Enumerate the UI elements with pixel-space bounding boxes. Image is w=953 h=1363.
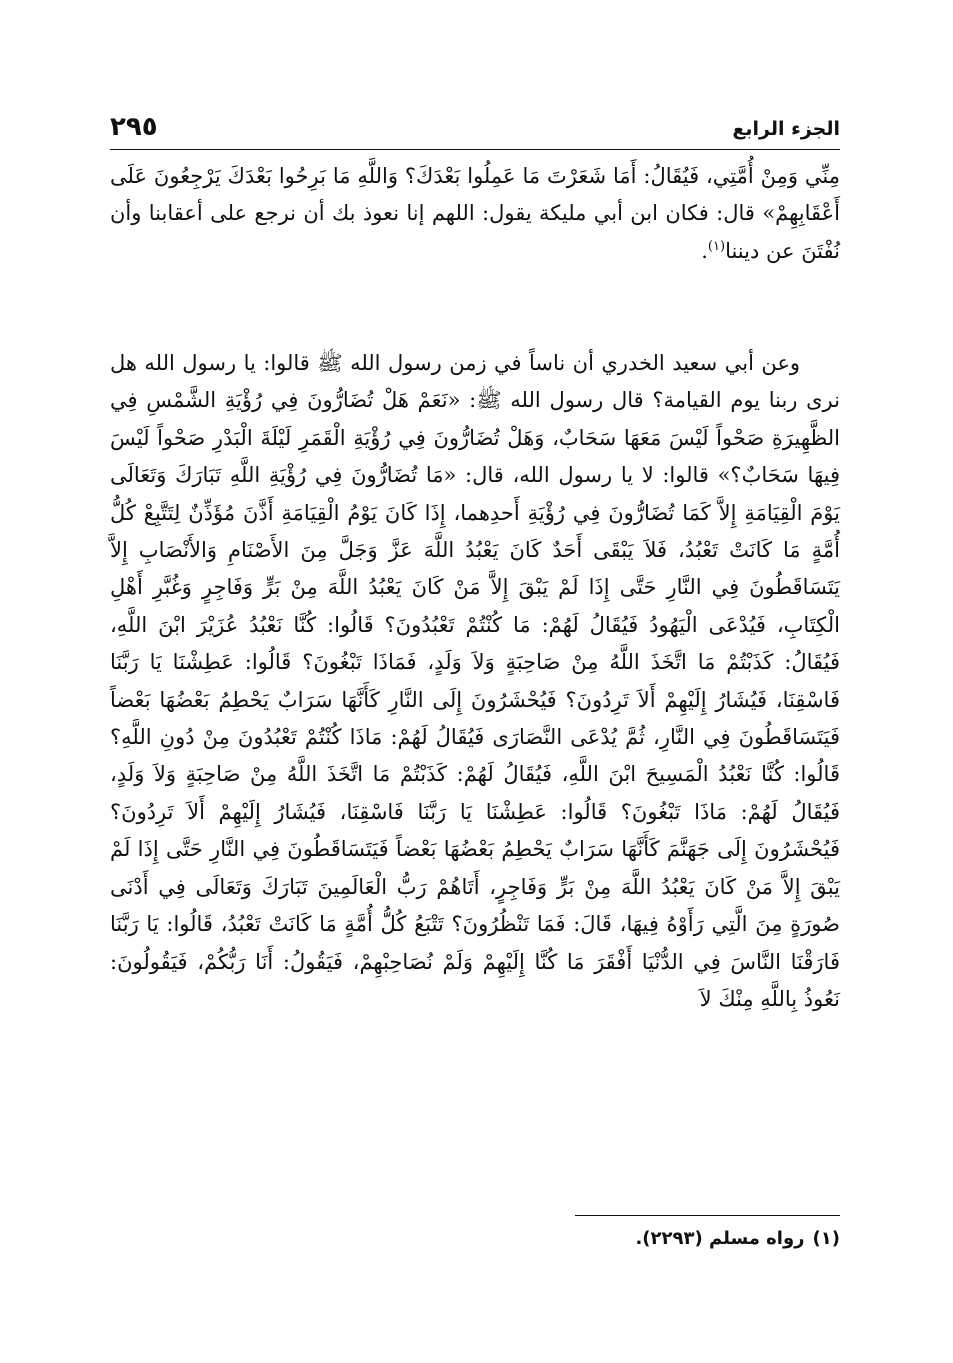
page-header bbox=[110, 112, 840, 148]
paragraph-continuation bbox=[110, 158, 840, 270]
paragraph-text: وعن أبي سعيد الخدري أن ناساً في زمن رسول الله ﷺ قالوا: يا رسول الله هل نرى ربنا يوم القيامة؟ قال رسول الله ﷺ: «نَعَمْ هَلْ تُضَارُّونَ فِي رُؤْيَةِ الشَّمْسِ فِي الظَّهِيرَةِ صَحْواً لَيْسَ مَعَهَا سَحَابٌ، وَهَلْ تُضَارُّونَ فِي رُؤْيَةِ الْقَمَرِ لَيْلَةَ الْبَدْرِ صَحْواً لَيْسَ فِيهَا سَحَابٌ؟» قالوا: لا يا رسول الله، قال: «مَا تُضَارُّونَ فِي رُؤْيَةِ اللَّهِ تَبَارَكَ وَتَعَالَى يَوْمَ الْقِيَامَةِ إِلاَّ كَمَا تُضَارُّونَ فِي رُؤْيَةِ أَحدِهما، إِذَا كَانَ يَوْمُ الْقِيَامَةِ أَذَّنَ مُؤَذِّنٌ لِتَتَّبِعْ كُلُّ أُمَّةٍ مَا كَانَتْ تَعْبُدُ، فَلاَ يَبْقَى أَحَدٌ كَانَ يَعْبُدُ اللَّهَ عَزَّ وَجَلَّ مِنَ الأَصْنَامِ وَالأَنْصَابِ إِلاَّ يَتَسَاقَطُونَ فِي النَّارِ حَتَّى إِذَا لَمْ يَبْقَ إِلاَّ مَنْ كَانَ يَعْبُدُ اللَّهَ مِنْ بَرٍّ وَفَاجِرٍ وَغُبَّرِ أَهْلِ الْكِتَابِ، فَيُدْعَى الْيَهُودُ فَيُقَالُ لَهُمْ: مَا كُنْتُمْ تَعْبُدُونَ؟ قَالُوا: كُنَّا نَعْبُدُ عُزَيْرَ ابْنَ اللَّهِ، فَيُقَالُ: كَذَبْتُمْ مَا اتَّخَذَ اللَّهُ مِنْ صَاحِبَةٍ وَلاَ وَلَدٍ، فَمَاذَا تَبْغُونَ؟ قَالُوا: عَطِشْنَا يَا رَبَّنَا فَاسْقِنَا، فَيُشَارُ إِلَيْهِمْ أَلاَ تَرِدُونَ؟ فَيُحْشَرُونَ إِلَى النَّارِ كَأَنَّهَا سَرَابٌ يَحْطِمُ بَعْضُهَا بَعْضاً فَيَتَسَاقَطُونَ فِي النَّارِ، ثُمَّ يُدْعَى النَّصَارَى فَيُقَالُ لَهُمْ: مَاذَا كُنْتُمْ تَعْبُدُونَ مِنْ دُونِ اللَّهِ؟ قَالُوا: كُنَّا نَعْبُدُ الْمَسِيحَ ابْنَ اللَّهِ، فَيُقَالُ لَهُمْ: كَذَبْتُمْ مَا اتَّخَذَ اللَّهُ مِنْ صَاحِبَةٍ وَلاَ وَلَدٍ، فَيُقَالُ لَهُمْ: مَاذَا تَبْغُونَ؟ قَالُوا: عَطِشْنَا يَا رَبَّنَا فَاسْقِنَا، فَيُشَارُ إِلَيْهِمْ أَلاَ تَرِدُونَ؟ فَيُحْشَرُونَ إِلَى جَهَنَّمَ كَأَنَّهَا سَرَابٌ يَحْطِمُ بَعْضُهَا بَعْضاً فَيَتَسَاقَطُونَ فِي النَّارِ حَتَّى إِذَا لَمْ يَبْقَ إِلاَّ مَنْ كَانَ يَعْبُدُ اللَّهَ مِنْ بَرٍّ وَفَاجِرٍ، أَتَاهُمْ رَبُّ الْعَالَمِينَ تَبَارَكَ وَتَعَالَى فِي أَدْنَى صُورَةٍ مِنَ الَّتِي رَأَوْهُ فِيهَا، قَالَ: فَمَا تَنْظُرُونَ؟ تَتْبَعُ كُلُّ أُمَّةٍ مَا كَانَتْ تَعْبُدُ، قَالُوا: يَا رَبَّنَا فَارَقْنَا النَّاسَ فِي الدُّنْيَا أَفْقَرَ مَا كُنَّا إِلَيْهِمْ وَلَمْ نُصَاحِبْهِمْ، فَيَقُولُ: أَنَا رَبُّكُمْ، فَيَقُولُونَ: نَعُوذُ بِاللَّهِ مِنْكَ لاَ bbox=[110, 351, 840, 1011]
footnote-text: رواه مسلم (٢٢٩٣). bbox=[635, 1228, 805, 1249]
hadith-paragraph bbox=[110, 345, 840, 1018]
footnote bbox=[110, 1228, 840, 1249]
footnote-divider bbox=[575, 1215, 840, 1216]
paragraph bbox=[110, 158, 840, 270]
paragraph bbox=[110, 345, 840, 1018]
page-number: ٢٩٥ bbox=[110, 112, 158, 142]
footnote-number: (١) bbox=[812, 1228, 840, 1249]
footnote-reference: (١) bbox=[707, 238, 726, 254]
header-divider bbox=[110, 149, 840, 150]
paragraph-end: . bbox=[701, 238, 708, 263]
paragraph-text: مِنِّي وَمِنْ أُمَّتِي، فَيُقَالُ: أَمَا شَعَرْتَ مَا عَمِلُوا بَعْدَكَ؟ وَاللَّهِ مَا بَرِحُوا بَعْدَكَ يَرْجِعُونَ عَلَى أَعْقَابِهِمْ» قال: فكان ابن أبي مليكة يقول: اللهم إنا نعوذ بك أن نرجع على أعقابنا وأن نُفْتَنَ عن ديننا bbox=[110, 164, 840, 263]
running-title: الجزء الرابع bbox=[732, 118, 840, 140]
